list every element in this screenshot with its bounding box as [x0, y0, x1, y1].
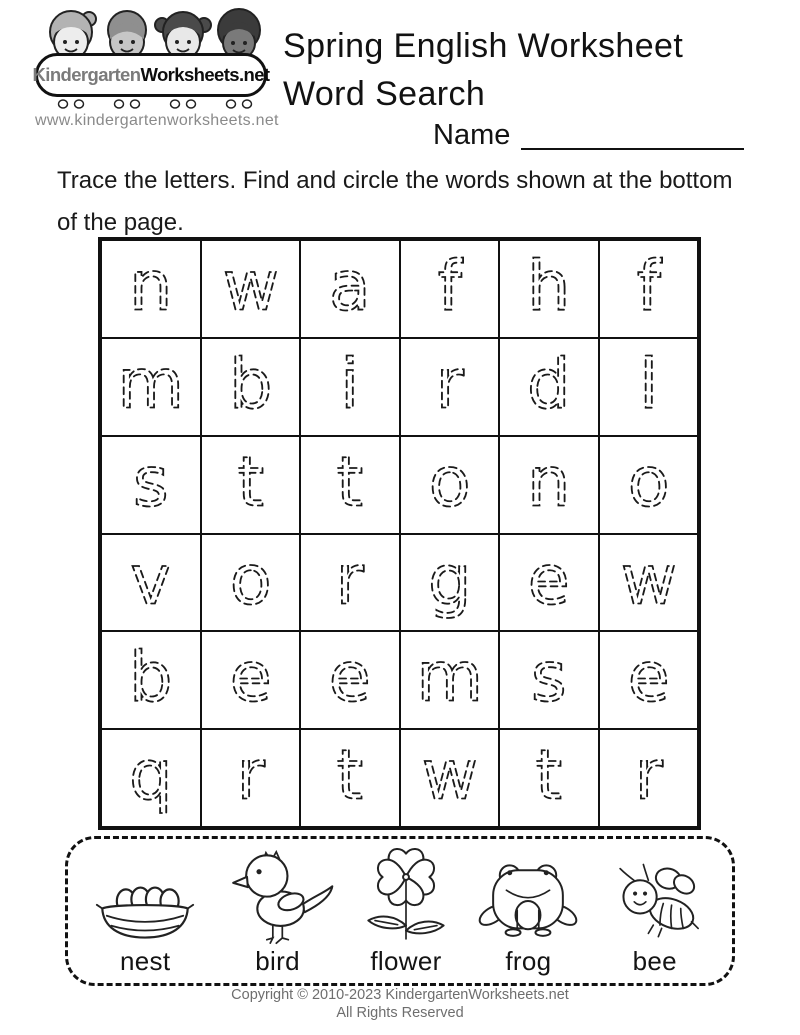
trace-letter: w — [222, 247, 279, 327]
trace-letter: r — [335, 540, 364, 620]
footer-copyright: Copyright © 2010-2023 KindergartenWorksheets.net — [231, 987, 569, 1003]
word-label-nest: nest — [120, 946, 171, 976]
word-label-bird: bird — [255, 946, 300, 976]
instructions-line-1: Trace the letters. Find and circle the words shown at the bottom — [57, 167, 733, 194]
grid-cell — [400, 436, 500, 534]
grid-cell — [300, 729, 400, 827]
grid-cell — [300, 534, 400, 632]
word-bank-box — [65, 836, 735, 986]
footer — [0, 986, 800, 1022]
grid-cell — [201, 729, 301, 827]
word-bank-item-flower — [360, 840, 452, 977]
grid-cell — [499, 436, 599, 534]
frog-image — [478, 862, 578, 945]
trace-letter: d — [527, 345, 571, 425]
grid-cell — [201, 436, 301, 534]
name-label: Name — [433, 119, 511, 151]
footer-rights: All Rights Reserved — [336, 1005, 464, 1021]
grid-cell — [400, 338, 500, 436]
trace-letter: v — [130, 540, 171, 620]
trace-letter: n — [527, 443, 571, 523]
grid-cell — [599, 436, 699, 534]
trace-letter: e — [527, 540, 570, 620]
trace-letter: t — [336, 443, 364, 523]
title-line-1: Spring English Worksheet — [283, 27, 684, 65]
bird-image — [222, 850, 334, 945]
grid-cell — [499, 338, 599, 436]
trace-letter: i — [340, 345, 360, 425]
trace-letter: w — [620, 540, 677, 620]
word-bank-item-bird — [222, 850, 334, 977]
word-bank-item-nest — [95, 881, 195, 977]
grid-cell — [201, 631, 301, 729]
trace-letter: f — [636, 247, 661, 327]
page-title — [283, 22, 683, 118]
trace-letter: t — [236, 443, 264, 523]
grid-cell — [599, 631, 699, 729]
grid-cell — [300, 338, 400, 436]
flower-image — [360, 840, 452, 945]
trace-letter: o — [627, 443, 670, 523]
word-bank-item-frog — [478, 862, 578, 977]
website-url: www.kindergartenworksheets.net — [35, 112, 279, 129]
trace-letter: s — [132, 443, 169, 523]
trace-letter: o — [428, 443, 471, 523]
trace-letter: o — [229, 540, 272, 620]
trace-letter: r — [634, 736, 663, 816]
grid-cell — [499, 631, 599, 729]
trace-letter: e — [328, 638, 371, 718]
trace-letter: a — [328, 247, 371, 327]
grid-cell — [300, 631, 400, 729]
trace-letter: m — [117, 345, 184, 425]
grid-cell — [101, 631, 201, 729]
title-line-2: Word Search — [283, 75, 486, 113]
word-label-bee: bee — [632, 946, 677, 976]
grid-cell — [101, 338, 201, 436]
grid-cell — [400, 729, 500, 827]
logo-text-kindergarten: Kindergarten — [32, 64, 141, 85]
trace-letter: t — [336, 736, 364, 816]
word-label-flower: flower — [370, 946, 442, 976]
kids-feet-illustration — [35, 98, 269, 111]
trace-letter: h — [527, 247, 571, 327]
grid-cell — [101, 534, 201, 632]
trace-letter: e — [229, 638, 272, 718]
grid-cell — [499, 240, 599, 338]
trace-letter: q — [129, 736, 173, 816]
trace-letter: b — [228, 345, 272, 425]
logo-wordmark — [32, 53, 270, 97]
grid-cell — [201, 534, 301, 632]
trace-letter: n — [129, 247, 173, 327]
trace-letter: b — [129, 638, 173, 718]
name-blank-line — [521, 148, 744, 150]
trace-letter: e — [627, 638, 670, 718]
logo-text-worksheets: Worksheets.net — [140, 64, 270, 85]
site-logo — [32, 6, 270, 111]
grid-cell — [599, 729, 699, 827]
word-bank-item-bee — [605, 862, 705, 977]
word-search-grid — [98, 237, 701, 830]
grid-cell — [499, 534, 599, 632]
grid-cell — [499, 729, 599, 827]
trace-letter: l — [638, 345, 658, 425]
grid-cell — [400, 631, 500, 729]
bee-image — [605, 862, 705, 945]
trace-letter: w — [421, 736, 478, 816]
nest-image — [95, 881, 195, 945]
grid-cell — [400, 534, 500, 632]
grid-cell — [400, 240, 500, 338]
trace-letter: r — [236, 736, 265, 816]
grid-cell — [300, 240, 400, 338]
trace-letter: s — [530, 638, 567, 718]
grid-cell — [300, 436, 400, 534]
grid-cell — [101, 436, 201, 534]
trace-letter: t — [535, 736, 563, 816]
grid-cell — [599, 240, 699, 338]
grid-cell — [101, 729, 201, 827]
trace-letter: g — [427, 540, 471, 620]
grid-cell — [101, 240, 201, 338]
grid-cell — [599, 534, 699, 632]
trace-letter: f — [437, 247, 462, 327]
grid-cell — [599, 338, 699, 436]
grid-cell — [201, 338, 301, 436]
word-label-frog: frog — [505, 946, 552, 976]
grid-cell — [201, 240, 301, 338]
trace-letter: r — [435, 345, 464, 425]
trace-letter: m — [416, 638, 483, 718]
instructions-text — [57, 160, 732, 244]
instructions-line-2: of the page. — [57, 209, 184, 236]
